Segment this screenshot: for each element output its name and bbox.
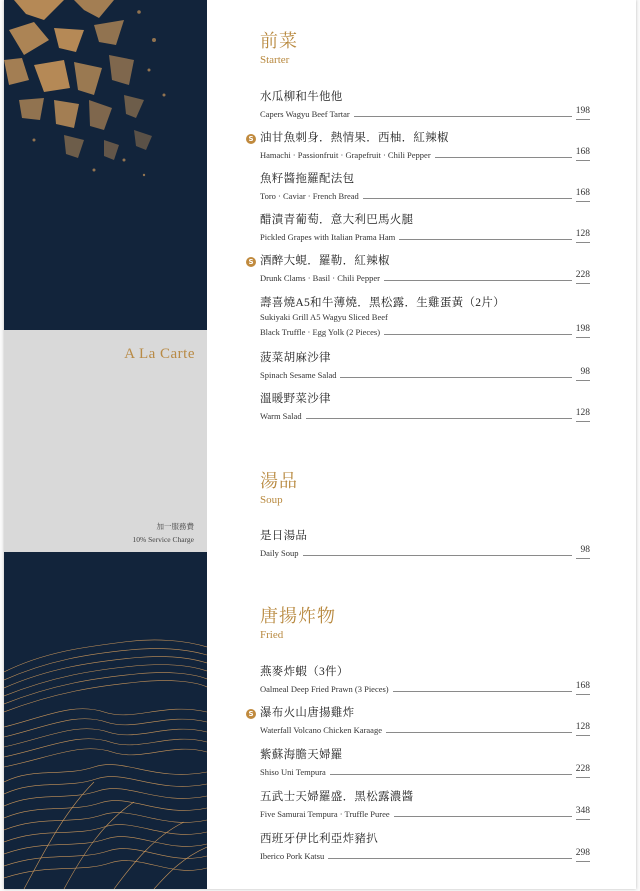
service-charge-en: 10% Service Charge xyxy=(132,535,194,544)
leader-line xyxy=(386,732,572,733)
item-name-zh: 水瓜柳和牛他他 xyxy=(260,91,343,103)
item-name-zh: 酒醉大蜆．羅勒．紅辣椒 xyxy=(260,255,390,267)
section-fried xyxy=(260,605,590,642)
item-price: 128 xyxy=(576,407,590,422)
signature-badge-icon: S xyxy=(246,709,256,719)
item-name-zh: 五武士天婦羅盛．黑松露濃醬 xyxy=(260,791,414,803)
leader-line xyxy=(399,239,571,240)
item-name-en: Warm Salad xyxy=(260,411,302,421)
menu-item xyxy=(260,748,590,778)
item-name-en: Sukiyaki Grill A5 Wagyu Sliced Beef xyxy=(260,312,388,322)
item-name-zh: 魚籽醬拖羅配法包 xyxy=(260,173,355,185)
item-name-en: Hamachi · Passionfruit · Grapefruit · Chili Pepper xyxy=(260,150,431,160)
item-name-en: Iberico Pork Katsu xyxy=(260,851,325,861)
gold-leaf-artwork xyxy=(4,0,207,330)
item-name-zh: 紫蘇海膽天婦羅 xyxy=(260,749,343,761)
item-name-zh: 菠菜胡麻沙律 xyxy=(260,352,331,364)
section-title-en: Starter xyxy=(260,54,290,66)
item-name-en: Daily Soup xyxy=(260,548,299,558)
item-price: 168 xyxy=(576,187,590,202)
leader-line xyxy=(354,116,572,117)
sidebar-title: A La Carte xyxy=(124,346,195,362)
item-name-en: Shiso Uni Tempura xyxy=(260,767,326,777)
leader-line xyxy=(306,418,572,419)
item-name-en: Waterfall Volcano Chicken Karaage xyxy=(260,725,382,735)
item-price: 98 xyxy=(576,544,590,559)
menu-item xyxy=(260,213,590,243)
signature-badge-icon: S xyxy=(246,257,256,267)
item-price: 348 xyxy=(576,805,590,820)
sidebar-panel xyxy=(4,0,207,889)
item-price: 168 xyxy=(576,680,590,695)
menu-page xyxy=(4,0,636,889)
leader-line xyxy=(435,157,572,158)
item-name-en: Toro · Caviar · French Bread xyxy=(260,191,359,201)
menu-item xyxy=(260,832,590,862)
mountain-line-artwork xyxy=(4,552,207,889)
item-name-zh: 油甘魚刺身．熱情果．西柚．紅辣椒 xyxy=(260,132,449,144)
leader-line xyxy=(330,774,572,775)
signature-badge-icon: S xyxy=(246,134,256,144)
item-price: 98 xyxy=(576,366,590,381)
item-name-zh: 壽喜燒A5和牛薄燒．黑松露．生雞蛋黃（2片） xyxy=(260,297,505,309)
leader-line xyxy=(393,691,572,692)
menu-item xyxy=(248,254,590,284)
item-price: 198 xyxy=(576,323,590,338)
leader-line xyxy=(384,280,572,281)
leader-line xyxy=(394,816,572,817)
item-name-en: Oalmeal Deep Fried Prawn (3 Pieces) xyxy=(260,684,389,694)
item-name-zh: 西班牙伊比利亞炸豬扒 xyxy=(260,833,378,845)
leader-line xyxy=(303,555,573,556)
item-price: 228 xyxy=(576,763,590,778)
sidebar-grey-band xyxy=(4,330,207,552)
section-starter xyxy=(260,30,590,67)
item-name-en: Five Samurai Tempura · Truffle Puree xyxy=(260,809,390,819)
item-name-en-line2: Black Truffle · Egg Yolk (2 Pieces) xyxy=(260,327,381,337)
item-price: 168 xyxy=(576,146,590,161)
menu-item xyxy=(260,665,590,695)
item-name-en: Pickled Grapes with Italian Prama Ham xyxy=(260,232,396,242)
item-name-zh: 是日湯品 xyxy=(260,530,308,542)
menu-item xyxy=(248,131,590,161)
service-charge-zh: 加一服務費 xyxy=(156,522,194,531)
item-price: 298 xyxy=(576,847,590,862)
menu-item xyxy=(260,529,590,559)
item-name-zh: 醋漬青葡萄．意大利巴馬火腿 xyxy=(260,214,414,226)
section-title-en: Fried xyxy=(260,629,284,641)
menu-item xyxy=(260,172,590,202)
leader-line xyxy=(384,334,572,335)
menu-item xyxy=(260,90,590,120)
item-name-en: Capers Wagyu Beef Tartar xyxy=(260,109,350,119)
service-charge-note xyxy=(132,520,194,546)
menu-item xyxy=(260,392,590,422)
menu-item xyxy=(248,706,590,736)
item-price: 128 xyxy=(576,228,590,243)
item-name-zh: 瀑布火山唐揚雞炸 xyxy=(260,707,355,719)
section-soup xyxy=(260,470,590,507)
item-name-en: Drunk Clams · Basil · Chili Pepper xyxy=(260,273,380,283)
section-title-zh: 湯品 xyxy=(260,471,298,491)
item-name-zh: 燕麥炸蝦（3件） xyxy=(260,666,349,678)
leader-line xyxy=(363,198,572,199)
section-title-zh: 前菜 xyxy=(260,31,298,51)
menu-item xyxy=(260,790,590,820)
item-price: 198 xyxy=(576,105,590,120)
menu-item xyxy=(260,296,590,338)
item-price: 128 xyxy=(576,721,590,736)
leader-line xyxy=(340,377,572,378)
item-price: 228 xyxy=(576,269,590,284)
item-name-zh: 溫暖野菜沙律 xyxy=(260,393,331,405)
item-name-en: Spinach Sesame Salad xyxy=(260,370,337,380)
section-title-en: Soup xyxy=(260,494,283,506)
leader-line xyxy=(328,858,572,859)
menu-item xyxy=(260,351,590,381)
section-title-zh: 唐揚炸物 xyxy=(260,606,336,626)
